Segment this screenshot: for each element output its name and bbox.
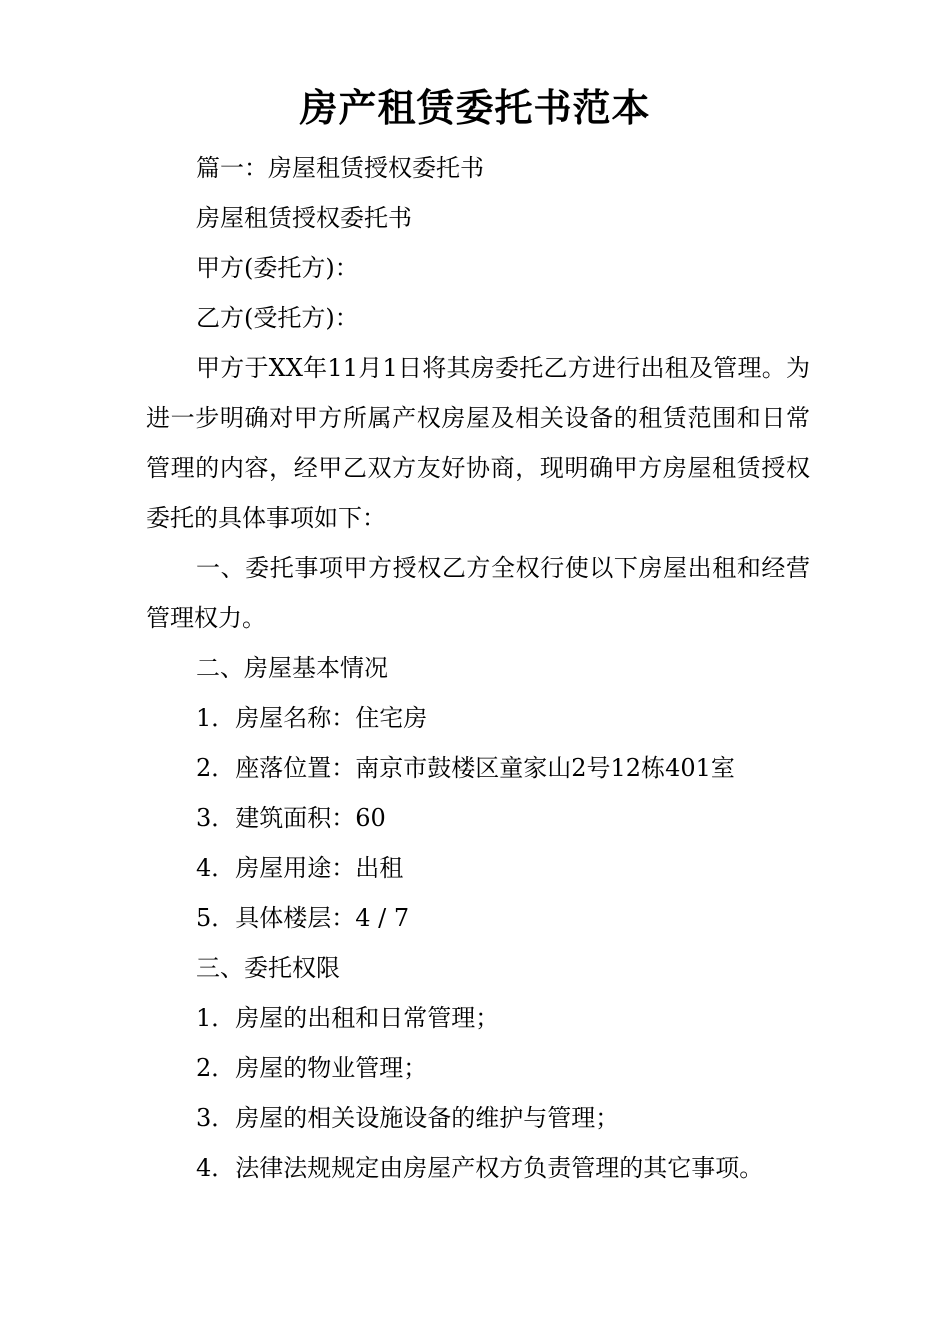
section-heading: 篇一：房屋租赁授权委托书	[196, 154, 484, 182]
clause-3-heading: 三、委托权限	[196, 954, 340, 982]
property-name-item: 1．房屋名称：住宅房	[196, 704, 428, 732]
intro-paragraph: 甲方于XX年11月1日将其房委托乙方进行出租及管理。为进一步明确对甲方所属产权房屋及相关设备的租赁范围和日常管理的内容，经甲乙双方友好协商，现明确甲方房屋租赁授权委托的具体事项如下：	[146, 354, 810, 532]
property-floor-item: 5．具体楼层：4 / 7	[196, 904, 410, 932]
document-body	[146, 143, 810, 1193]
document-subtitle: 房屋租赁授权委托书	[196, 204, 412, 232]
clause-1-paragraph: 一、委托事项甲方授权乙方全权行使以下房屋出租和经营管理权力。	[146, 554, 810, 632]
property-use-item: 4．房屋用途：出租	[196, 854, 404, 882]
party-b-line: 乙方(受托方)：	[196, 304, 359, 332]
document-title: 房产租赁委托书范本	[299, 85, 651, 130]
authority-item-1: 1．房屋的出租和日常管理；	[196, 1004, 500, 1032]
authority-item-2: 2．房屋的物业管理；	[196, 1054, 428, 1082]
authority-item-3: 3．房屋的相关设施设备的维护与管理；	[196, 1104, 620, 1132]
party-a-line: 甲方(委托方)：	[196, 254, 359, 282]
authority-item-4: 4．法律法规规定由房屋产权方负责管理的其它事项。	[196, 1154, 764, 1182]
property-area-item: 3．建筑面积：60	[196, 804, 386, 832]
clause-2-heading: 二、房屋基本情况	[196, 654, 388, 682]
property-location-item: 2．座落位置：南京市鼓楼区童家山2号12栋401室	[196, 754, 735, 782]
